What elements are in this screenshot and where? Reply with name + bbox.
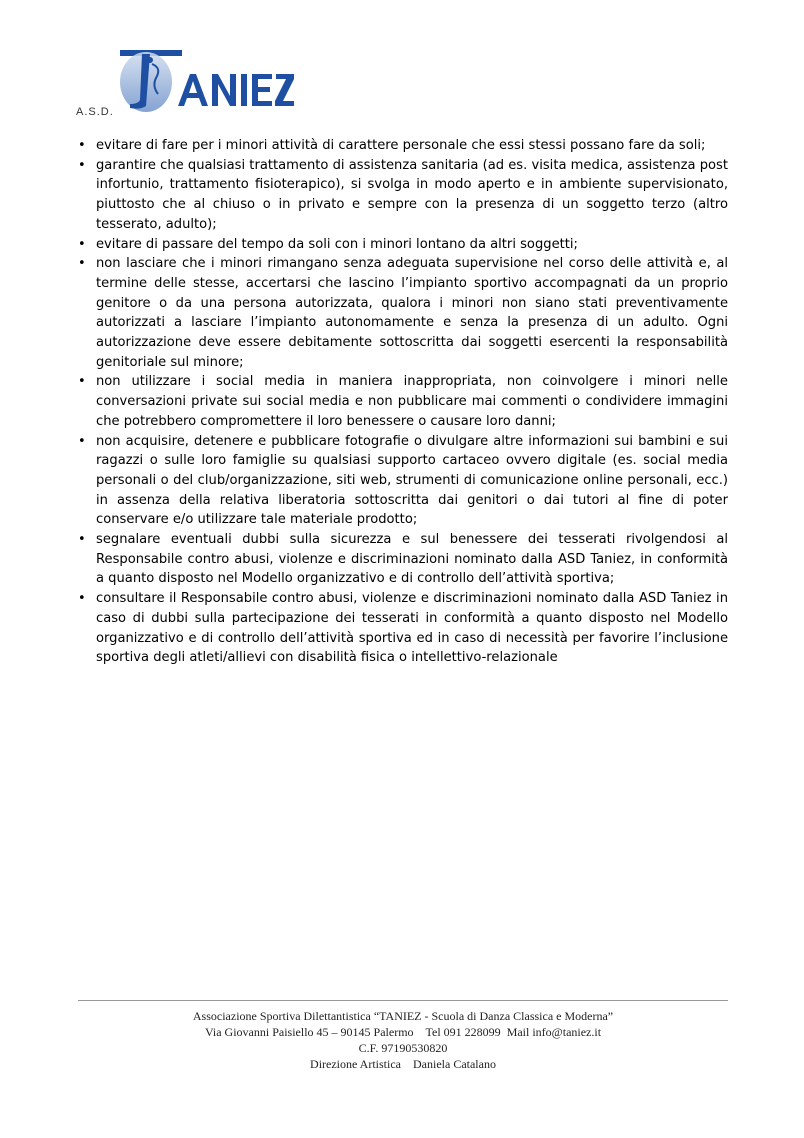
- logo-wordmark: [178, 74, 294, 106]
- footer-contacts: [78, 1024, 728, 1040]
- footer-email: Mail info@taniez.it: [506, 1025, 602, 1039]
- list-item: [76, 156, 728, 235]
- footer-direction-role: Direzione Artistica: [310, 1057, 401, 1071]
- letterhead: [76, 44, 276, 122]
- bullet-icon: •: [78, 138, 86, 153]
- bullet-icon: •: [78, 433, 86, 449]
- list-item: [76, 136, 728, 156]
- list-item: [76, 530, 728, 589]
- list-item-text: garantire che qualsiasi trattamento di assistenza sanitaria (ad es. visita medica, assistenza post infortunio, trattamento fisioterapico), si svolga in modo aperto e in ambiente supervisionato, piuttosto che al chiuso o in privato e sempre con la presenza di un soggetto terzo (altro tesserato, adulto);: [96, 157, 728, 232]
- document-body: [76, 136, 728, 668]
- bullet-icon: •: [78, 532, 86, 548]
- footer: [78, 1008, 728, 1072]
- bullet-icon: •: [78, 374, 86, 390]
- list-item: [76, 589, 728, 668]
- footer-direction-name: Daniela Catalano: [413, 1057, 496, 1071]
- footer-direction: [78, 1056, 728, 1072]
- footer-address: Via Giovanni Paisiello 45 – 90145 Palermo: [204, 1025, 414, 1039]
- footer-phone: Tel 091 228099: [425, 1025, 501, 1039]
- list-item-text: non acquisire, detenere e pubblicare fotografie o divulgare altre informazioni sui bambini e sui ragazzi o sulle loro famiglie su qualsiasi supporto cartaceo ovvero digitale (es. social media personali o del club/organizzazione, siti web, strumenti di comunicazione online personali, ecc.) in assenza della relativa liberatoria sottoscritta dai genitori o dai tutori al fine di poter conservare e/o utilizzare tale materiale prodotto;: [96, 433, 728, 528]
- list-item: [76, 372, 728, 431]
- footer-tax-code: C.F. 97190530820: [358, 1041, 448, 1055]
- footer-association-name: Associazione Sportiva Dilettantistica “TANIEZ - Scuola di Danza Classica e Moderna”: [192, 1009, 614, 1023]
- guidelines-list: [76, 136, 728, 668]
- bullet-icon: •: [78, 256, 86, 272]
- asd-label: A.S.D.: [76, 106, 114, 118]
- list-item-text: consultare il Responsabile contro abusi, violenze e discriminazioni nominato dalla ASD Taniez in caso di dubbi sulla partecipazione dei tesserati in conformità a quanto disposto nel Modello organizzativo e di controllo dell’attività sportiva ed in caso di necessità per favorire l’inclusione sportiva degli atleti/allievi con disabilità fisica o intellettivo-relazionale: [96, 591, 728, 666]
- list-item-text: segnalare eventuali dubbi sulla sicurezza e sul benessere dei tesserati rivolgendosi al Responsabile contro abusi, violenze e discriminazioni nominato dalla ASD Taniez, in conformità a quanto disposto nel Modello organizzativo e di controllo dell’attività sportiva;: [96, 532, 728, 587]
- footer-divider: [78, 1000, 728, 1001]
- bullet-icon: •: [78, 591, 86, 607]
- list-item-text: non utilizzare i social media in maniera inappropriata, non coinvolgere i minori nelle conversazioni private sui social media e non pubblicare mai commenti o condividere immagini che potrebbero compromettere il loro benessere o causare loro danni;: [96, 374, 728, 429]
- bullet-icon: •: [78, 236, 86, 252]
- list-item-text: evitare di fare per i minori attività di carattere personale che essi stessi possano fare da soli;: [96, 138, 706, 153]
- list-item: [76, 254, 728, 372]
- taniez-logo: [116, 44, 296, 120]
- logo-dancer-head: [147, 57, 153, 63]
- list-item: [76, 235, 728, 255]
- list-item-text: non lasciare che i minori rimangano senza adeguata supervisione nel corso delle attività e, al termine delle stesse, accertarsi che lascino l’impianto sportivo accompagnati da un proprio genitore o da una persona autorizzata, qualora i minori non siano stati preventivamente autorizzati a lasciare l’impianto autonomamente e senza la presenza di un adulto. Ogni autorizzazione deve essere debitamente sottoscritta dai soggetti esercenti la responsabilità genitoriale sul minore;: [96, 256, 728, 370]
- list-item-text: evitare di passare del tempo da soli con i minori lontano da altri soggetti;: [96, 236, 578, 252]
- bullet-icon: •: [78, 157, 86, 173]
- list-item: [76, 432, 728, 531]
